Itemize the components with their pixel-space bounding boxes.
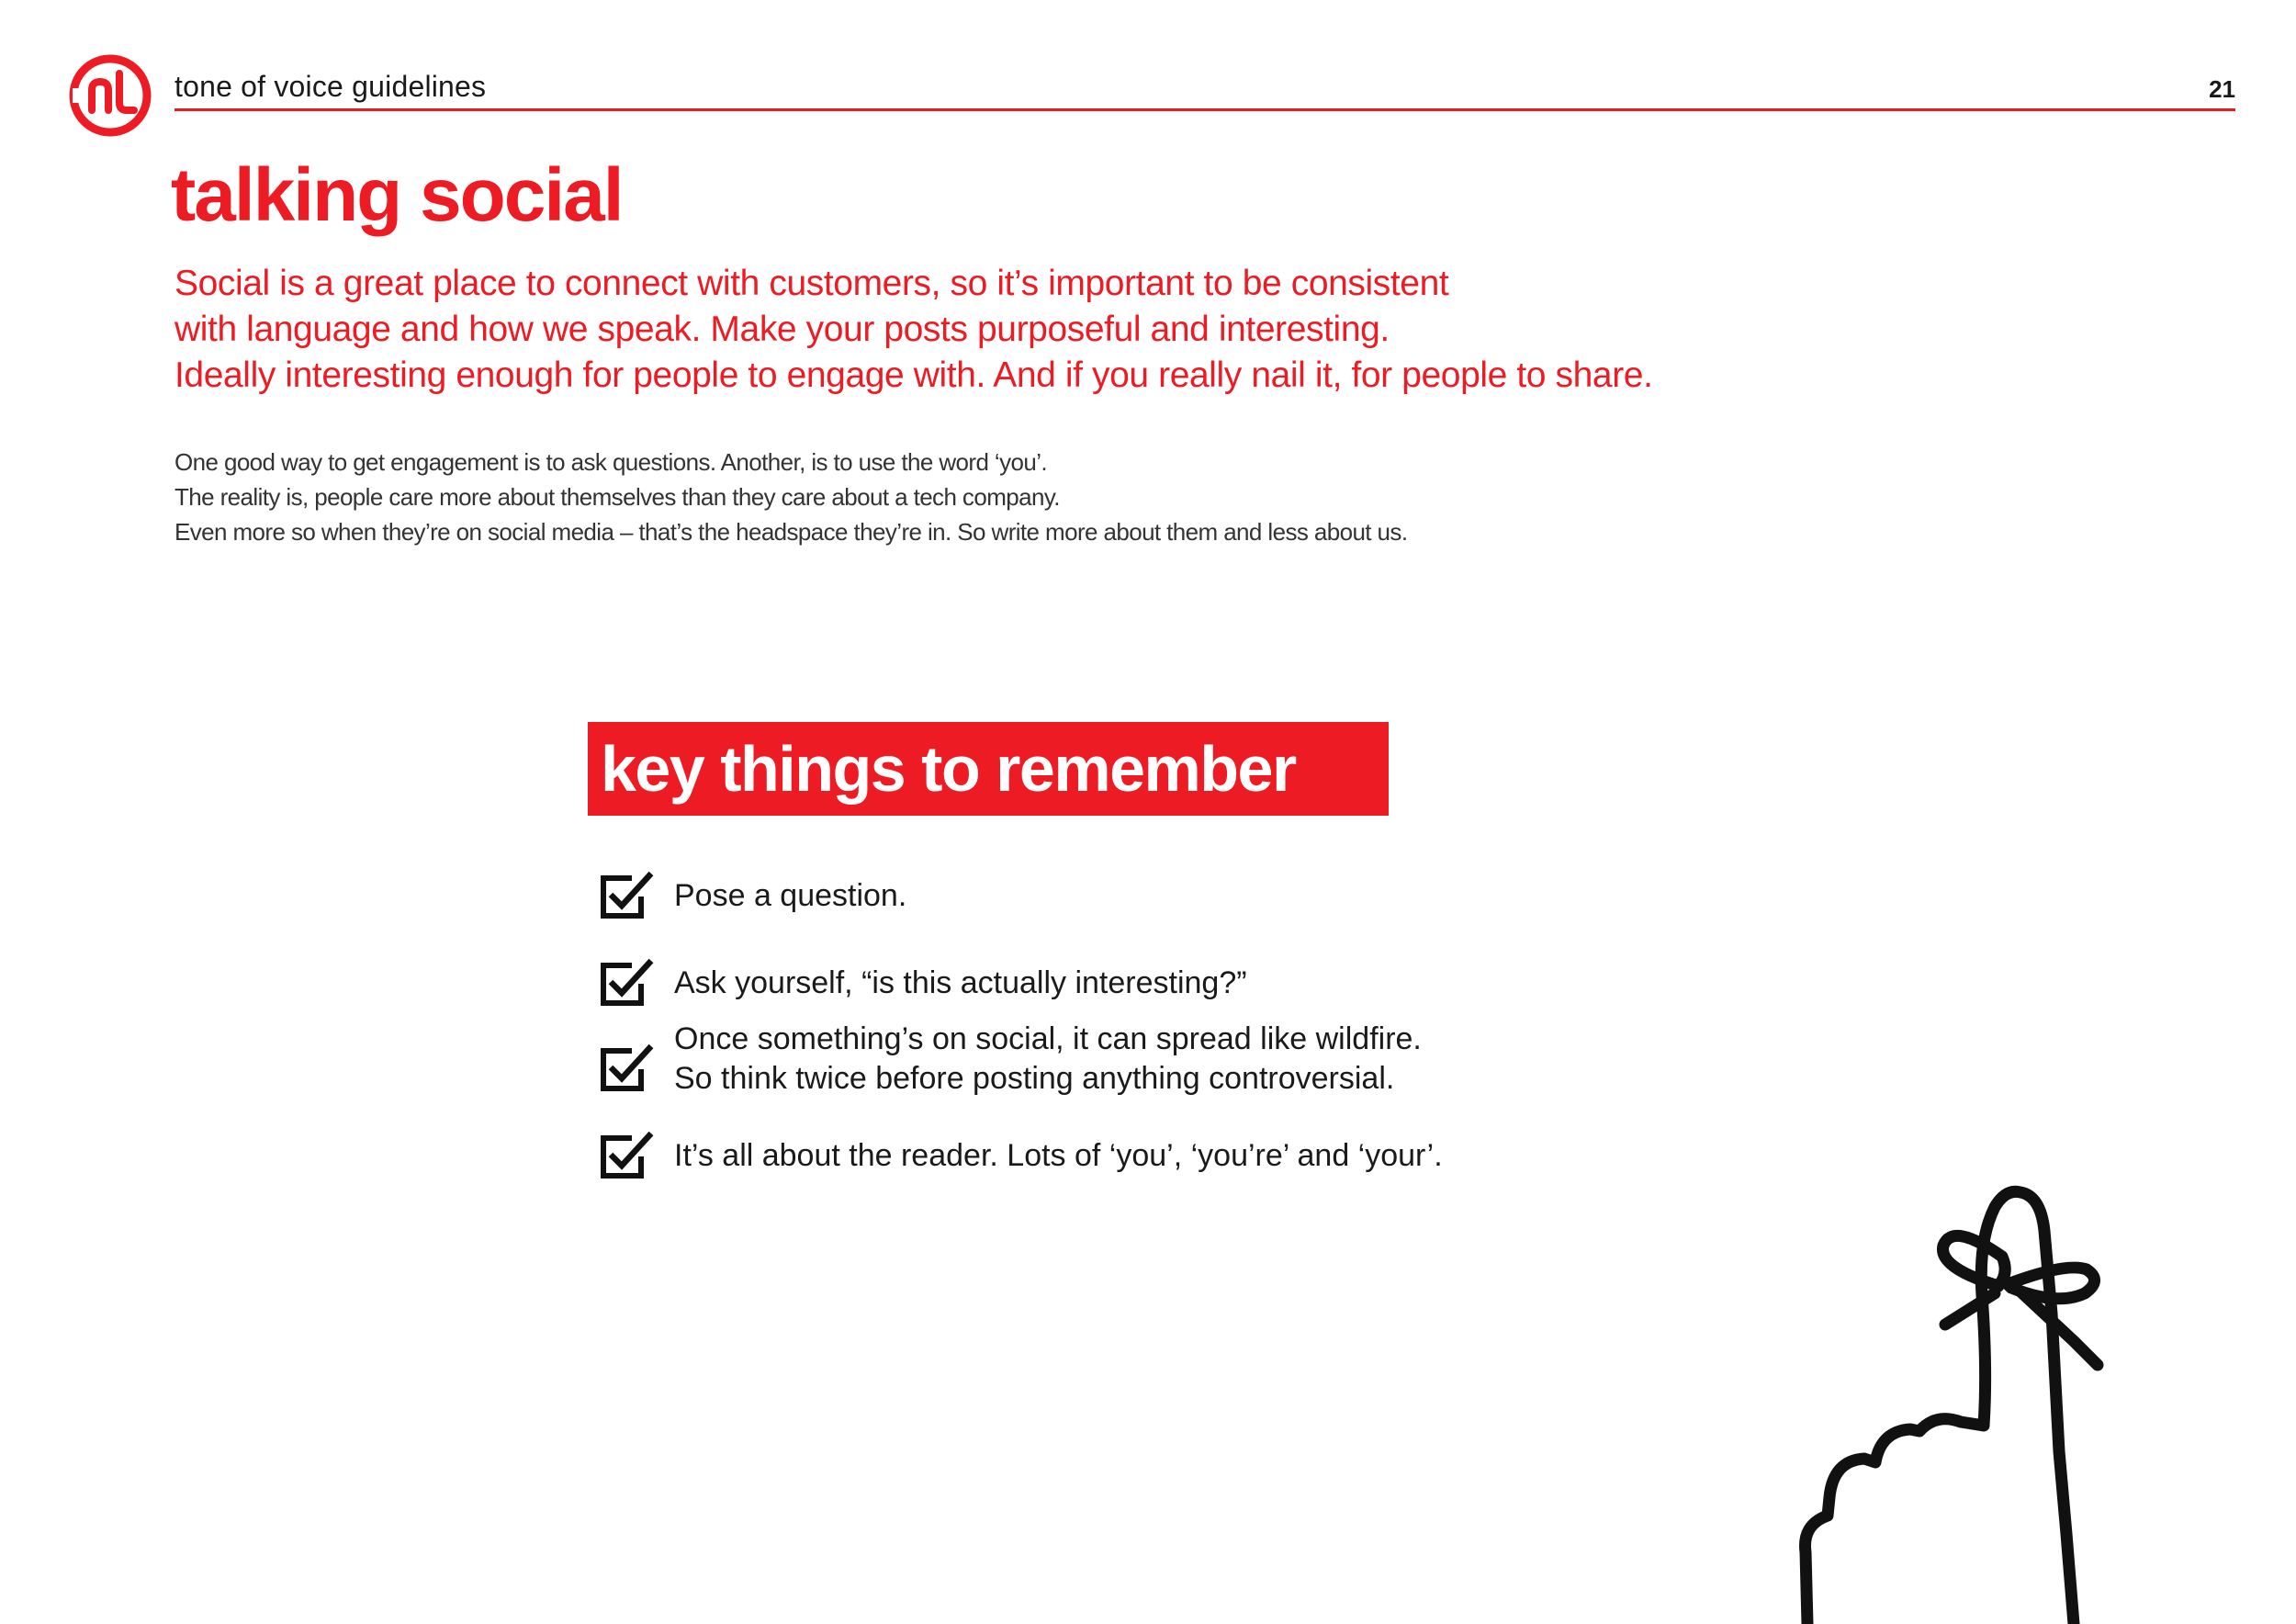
checklist-item-text	[674, 1136, 1443, 1176]
page-number: 21	[2209, 75, 2235, 103]
checklist-line: Ask yourself, “is this actually interesting?”	[674, 965, 1247, 1000]
checklist-line: Once something’s on social, it can spread like wildfire.	[674, 1021, 1422, 1056]
intro-line: Social is a great place to connect with customers, so it’s important to be consistent	[174, 264, 1449, 303]
body-line: One good way to get engagement is to ask questions. Another, is to use the word ‘you’.	[174, 448, 1048, 476]
checklist-item-text	[674, 1020, 1422, 1099]
page-title: talking social	[171, 153, 623, 237]
brand-logo	[68, 53, 152, 138]
checklist-line: It’s all about the reader. Lots of ‘you’, ‘you’re’ and ‘your’.	[674, 1138, 1443, 1173]
intro-line: Ideally interesting enough for people to engage with. And if you really nail it, for people to share.	[174, 355, 1653, 395]
checkbox-checked-icon	[599, 1042, 656, 1093]
checkbox-checked-icon	[599, 869, 656, 920]
checkbox-checked-icon	[599, 1129, 656, 1180]
header-divider	[174, 108, 2235, 111]
body-line: Even more so when they’re on social media – that’s the headspace they’re in. So write more about them and less about us.	[174, 518, 1408, 546]
checklist-item-text	[674, 964, 1247, 1003]
body-paragraph	[174, 445, 1828, 549]
finger-with-ribbon-icon	[1791, 1185, 2158, 1624]
key-things-title: key things to remember	[601, 733, 1296, 805]
checklist-item-text	[674, 876, 906, 916]
checklist-line: Pose a question.	[674, 878, 907, 913]
checklist-line: So think twice before posting anything controversial.	[674, 1061, 1395, 1096]
intro-line: with language and how we speak. Make your posts purposeful and interesting.	[174, 310, 1390, 349]
body-line: The reality is, people care more about themselves than they care about a tech company.	[174, 483, 1060, 511]
key-things-banner	[588, 722, 1389, 816]
intro-paragraph	[174, 261, 2011, 399]
checkbox-checked-icon	[599, 956, 656, 1008]
document-title: tone of voice guidelines	[174, 70, 487, 103]
